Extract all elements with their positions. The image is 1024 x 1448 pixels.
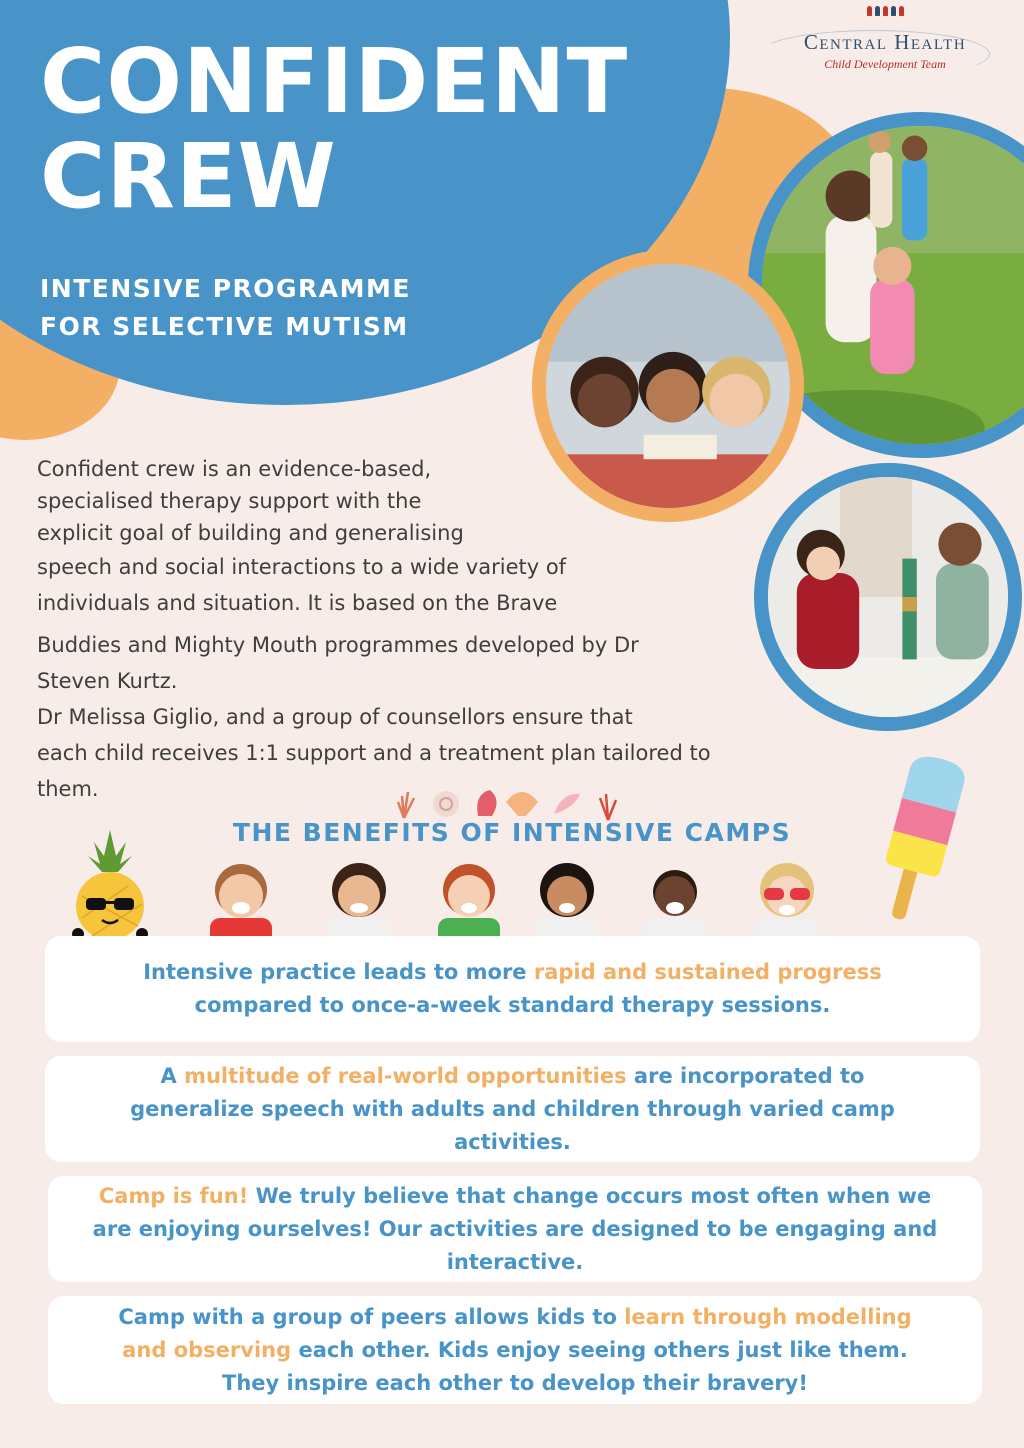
benefit-text: are incorporated to <box>626 1063 865 1088</box>
intro-line: Steven Kurtz. <box>37 669 178 693</box>
logo-team: Child Development Team <box>824 57 946 71</box>
kid-peeking-icon <box>204 848 278 948</box>
benefit-card-4 <box>48 1296 982 1404</box>
benefit-highlight: rapid and sustained progress <box>533 960 882 984</box>
benefit-highlight: learn through modelling <box>624 1304 912 1329</box>
intro-line: speech and social interactions to a wide variety of <box>37 555 567 579</box>
benefit-text: interactive. <box>446 1249 584 1274</box>
benefit-highlight: multitude of real-world opportunities <box>184 1063 627 1088</box>
benefit-text: A <box>160 1063 185 1088</box>
logo-name: Central Health <box>803 30 967 54</box>
benefit-text: They inspire each other to develop their bravery! <box>222 1370 808 1395</box>
benefit-text: Camp with a group of peers allows kids to <box>118 1304 625 1329</box>
central-health-logo <box>770 6 1000 72</box>
intro-line: Buddies and Mighty Mouth programmes developed by Dr <box>37 633 639 657</box>
intro-line: Confident crew is an evidence-based, <box>37 457 432 481</box>
title-line-2: CREW <box>40 124 337 228</box>
subtitle-line-1: INTENSIVE PROGRAMME <box>40 274 411 303</box>
kid-peeking-icon <box>432 848 506 948</box>
benefit-card-3 <box>48 1176 982 1282</box>
page-subtitle <box>40 270 411 346</box>
intro-line: explicit goal of building and generalising <box>37 521 464 545</box>
kid-peeking-icon <box>322 848 396 948</box>
intro-line: Dr Melissa Giglio, and a group of counsellors ensure that <box>37 705 633 729</box>
benefit-card-2 <box>45 1056 980 1162</box>
page-title <box>40 29 629 228</box>
ice-lolly-icon <box>862 752 978 926</box>
benefit-text: Intensive practice leads to more <box>143 960 534 984</box>
kid-peeking-icon <box>530 848 604 948</box>
benefit-highlight: Camp is fun! <box>98 1183 249 1208</box>
seashells-decoration <box>394 782 634 822</box>
subtitle-line-2: FOR SELECTIVE MUTISM <box>40 312 409 341</box>
benefit-card-1-text <box>143 956 882 1022</box>
benefit-text: each other. Kids enjoy seeing others just like them. <box>291 1337 908 1362</box>
benefit-card-1 <box>45 936 980 1042</box>
benefit-text: We truly believe that change occurs most often when we <box>248 1183 932 1208</box>
kid-peeking-icon <box>750 848 824 948</box>
benefit-card-4-text <box>118 1301 911 1400</box>
title-line-1: CONFIDENT <box>40 29 629 133</box>
benefit-text: activities. <box>454 1129 571 1154</box>
intro-line: each child receives 1:1 support and a treatment plan tailored to <box>37 741 711 765</box>
benefit-text: are enjoying ourselves! Our activities are designed to be engaging and <box>92 1216 938 1241</box>
benefits-heading: THE BENEFITS OF INTENSIVE CAMPS <box>232 818 792 847</box>
kid-peeking-icon <box>638 848 712 948</box>
pineapple-sunglasses-icon <box>68 826 152 942</box>
logo-swoosh <box>758 30 990 78</box>
intro-line: individuals and situation. It is based on the Brave <box>37 591 558 615</box>
benefit-text: generalize speech with adults and children through varied camp <box>130 1096 895 1121</box>
intro-line: them. <box>37 777 99 801</box>
benefit-text: compared to once-a-week standard therapy sessions. <box>194 993 831 1017</box>
logo-people-icon <box>770 6 1000 18</box>
benefit-highlight: and observing <box>122 1337 292 1362</box>
benefit-card-3-text <box>93 1180 938 1279</box>
benefit-card-2-text <box>130 1060 895 1159</box>
intro-line: specialised therapy support with the <box>37 489 422 513</box>
intro-paragraph <box>37 453 837 807</box>
